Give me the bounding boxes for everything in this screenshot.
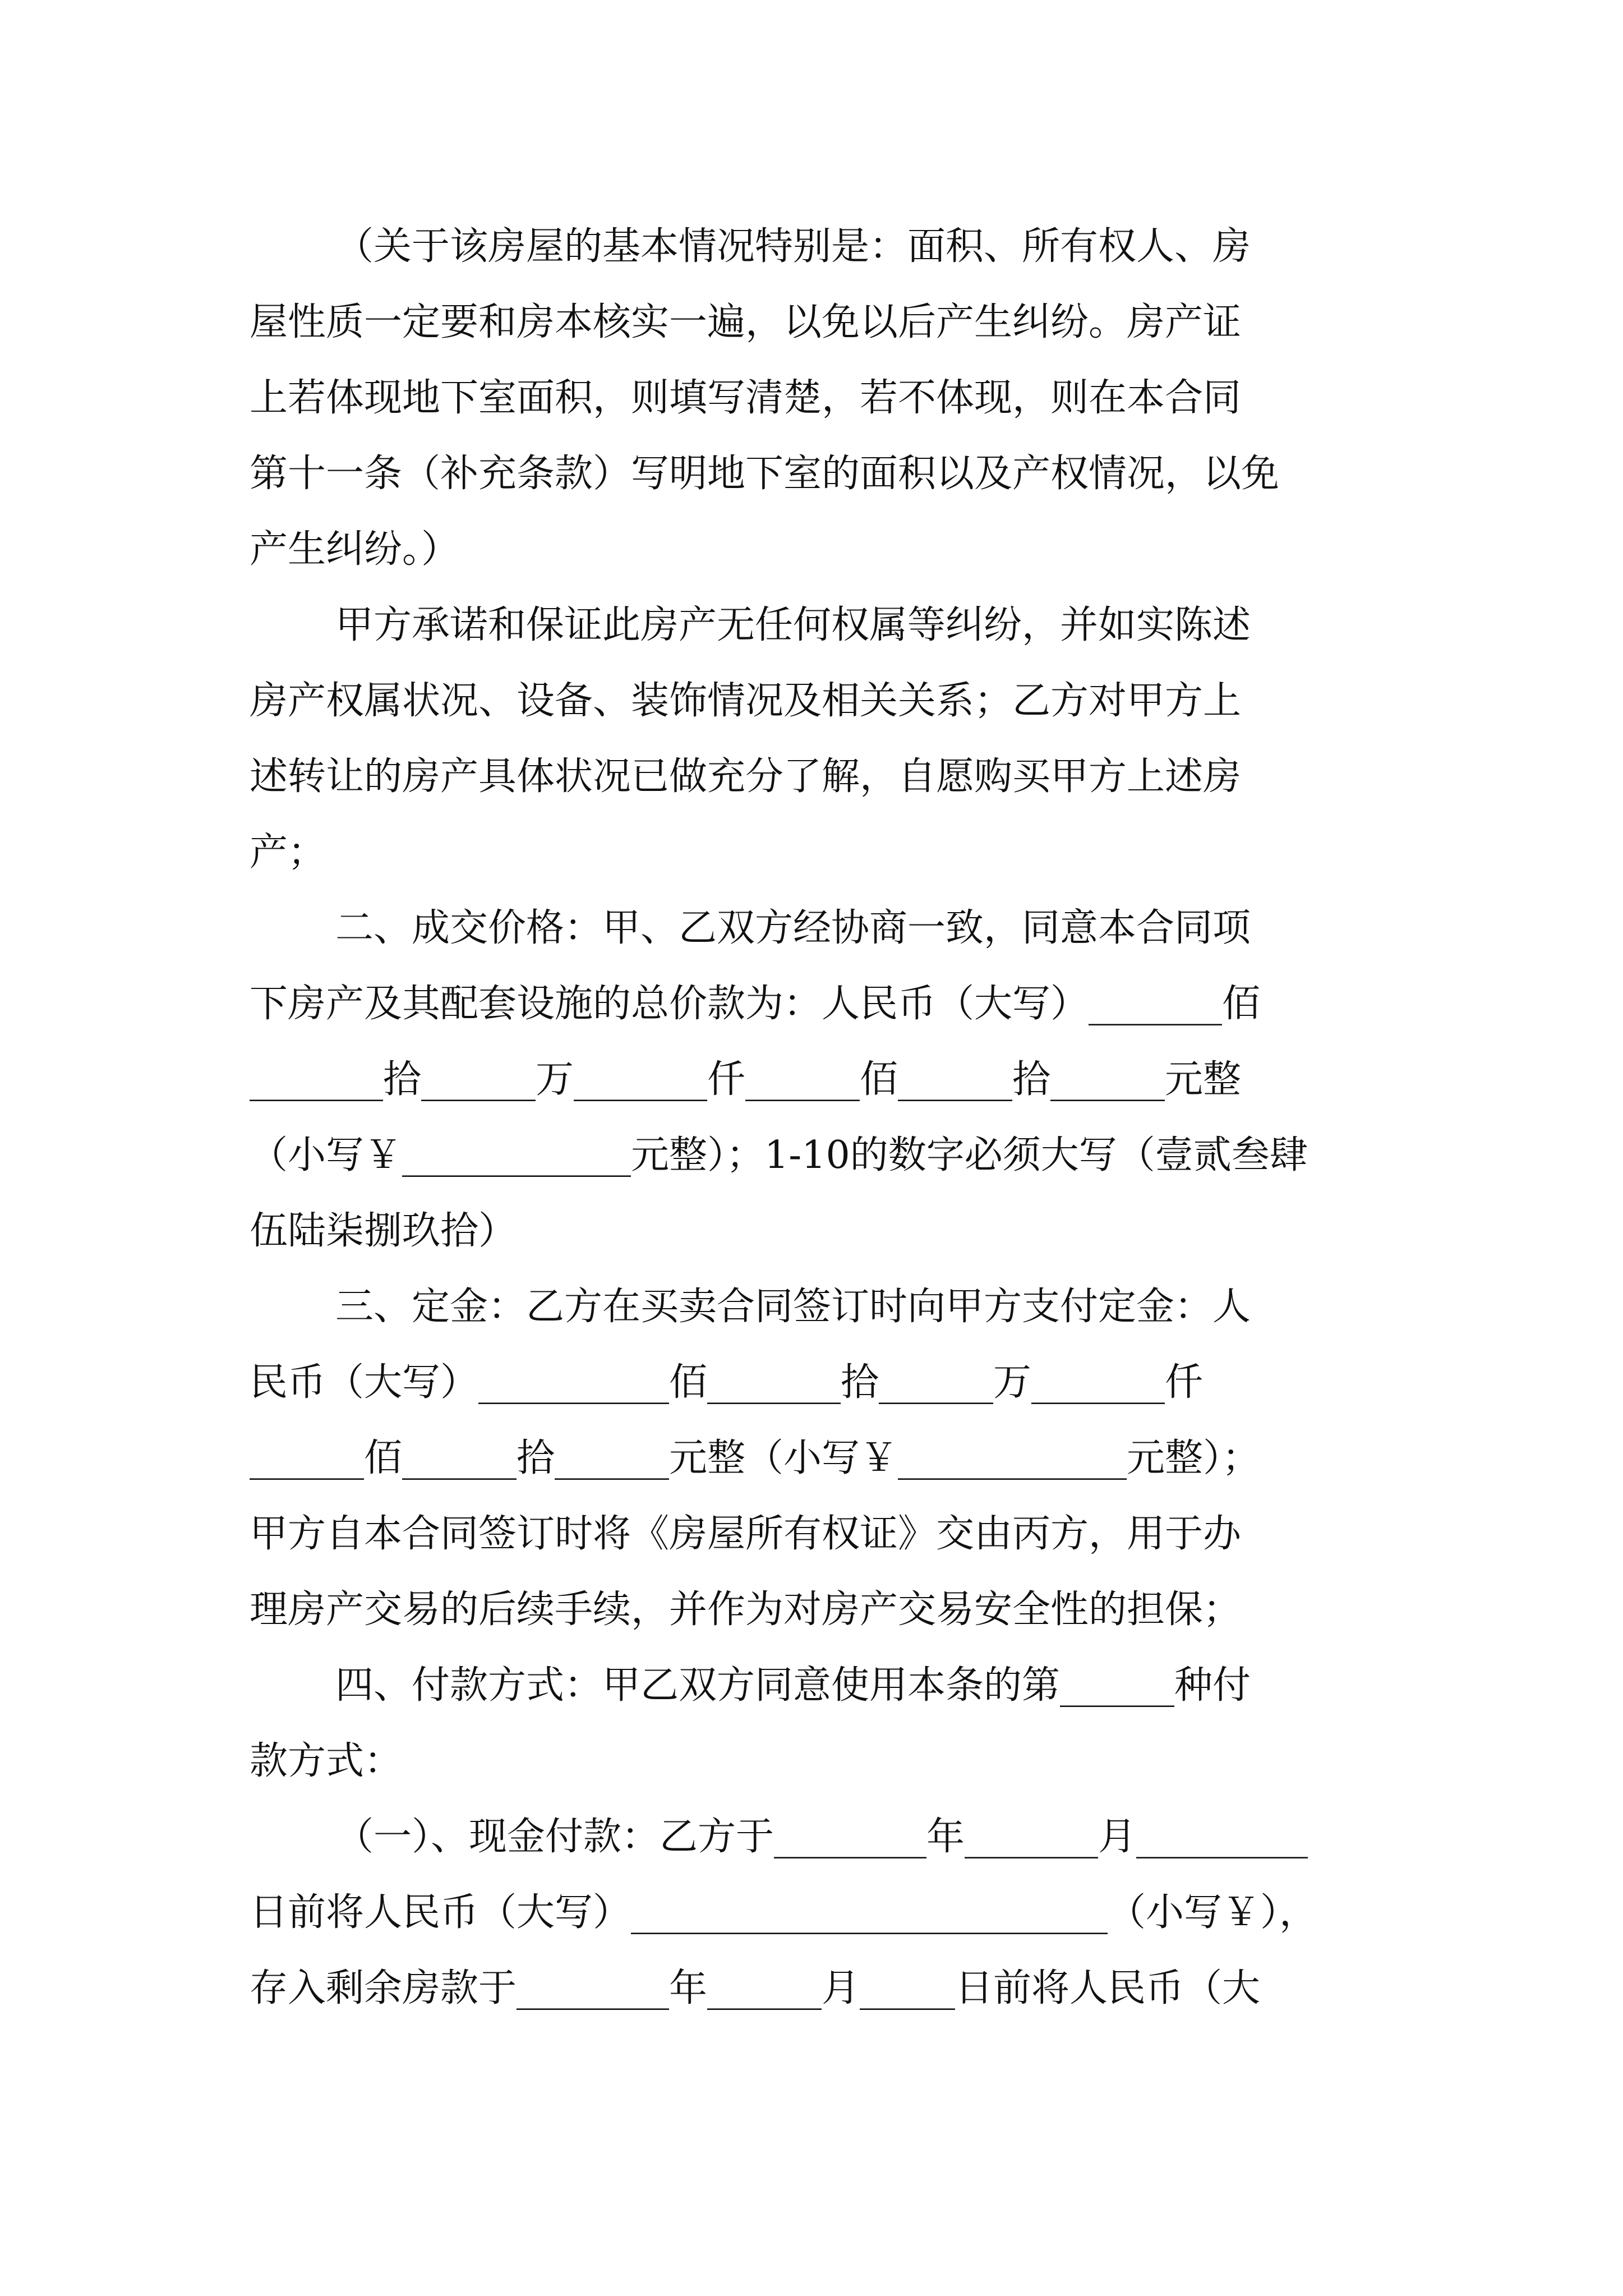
text-line: （一）、现金付款：乙方于________年_______月_________: [335, 1815, 1308, 1859]
text-line: 伍陆柒捌玖拾）: [250, 1209, 517, 1253]
text-line: 存入剩余房款于________年______月_____日前将人民币（大: [250, 1966, 1261, 2010]
text-line: （小写￥____________元整）；1-10的数字必须大写（壹贰叁肆: [250, 1133, 1308, 1177]
text-line: 述转让的房产具体状况已做充分了解，自愿购买甲方上述房: [250, 754, 1242, 799]
text-line: 上若体现地下室面积，则填写清楚，若不体现，则在本合同: [250, 376, 1242, 420]
text-line: 甲方自本合同签订时将《房屋所有权证》交由丙方，用于办: [250, 1512, 1242, 1556]
text-line: 甲方承诺和保证此房产无任何权属等纠纷，并如实陈述: [335, 603, 1251, 647]
text-line: 产生纠纷。）: [250, 527, 460, 572]
text-line: 四、付款方式：甲乙双方同意使用本条的第______种付: [335, 1663, 1251, 1708]
text-line: ______佰______拾______元整（小写￥____________元整）；: [250, 1436, 1261, 1480]
text-line: 理房产交易的后续手续，并作为对房产交易安全性的担保；: [250, 1588, 1242, 1632]
text-line: 第十一条（补充条款）写明地下室的面积以及产权情况，以免: [250, 452, 1280, 496]
text-line: 下房产及其配套设施的总价款为：人民币（大写）_______佰: [250, 982, 1261, 1026]
text-line: 屋性质一定要和房本核实一遍，以免以后产生纠纷。房产证: [250, 300, 1242, 344]
text-line: 三、定金：乙方在买卖合同签订时向甲方支付定金：人: [335, 1285, 1251, 1329]
text-line: 产；: [250, 830, 326, 875]
text-line: （关于该房屋的基本情况特别是：面积、所有权人、房: [335, 224, 1251, 269]
text-line: _______拾______万_______仟______佰______拾______元整: [250, 1057, 1242, 1102]
text-line: 民币（大写）__________佰_______拾______万_______仟: [250, 1360, 1204, 1405]
text-line: 款方式：: [250, 1739, 403, 1783]
text-line: 日前将人民币（大写）_________________________（小写￥），: [250, 1890, 1318, 1935]
text-line: 二、成交价格：甲、乙双方经协商一致，同意本合同项: [335, 906, 1251, 950]
text-line: 房产权属状况、设备、装饰情况及相关关系；乙方对甲方上: [250, 679, 1242, 723]
